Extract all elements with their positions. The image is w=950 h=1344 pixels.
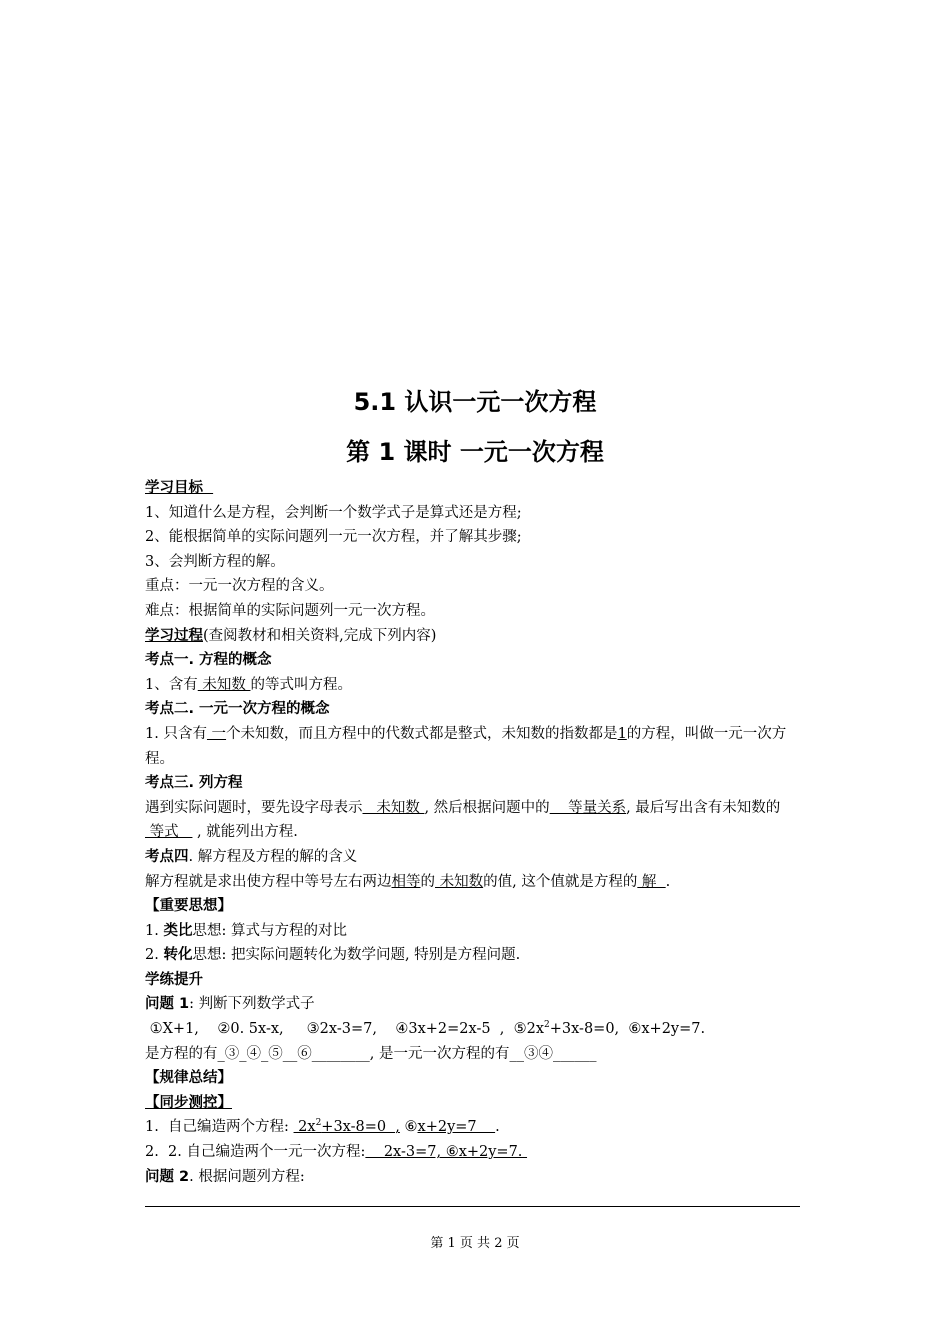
difficulty-point: 难点：根据简单的实际问题列一元一次方程。 — [145, 602, 435, 619]
point2-heading: 考点二. 一元一次方程的概念 — [145, 701, 330, 718]
sync1-post: . — [495, 1119, 500, 1136]
point4-post: . — [665, 873, 671, 890]
idea-item-1 — [145, 919, 805, 944]
point3-mid2: , 最后写出含有未知数的 — [626, 799, 781, 816]
point3-text — [145, 796, 805, 845]
q1-expr-sup: 2 — [544, 1020, 550, 1031]
idea1-bold: 类比 — [163, 922, 193, 939]
point2-blank2: 1 — [617, 725, 627, 742]
point3-blank2: 等量关系 — [549, 799, 627, 816]
lesson-subtitle: 第 1 课时 一元一次方程 — [346, 438, 604, 466]
practice-heading: 学练提升 — [145, 971, 203, 988]
sync1-pre: 1. 自己编造两个方程: — [145, 1119, 294, 1136]
summary-heading: 【规律总结】 — [145, 1070, 232, 1087]
idea1-post: 思想: 算式与方程的对比 — [192, 922, 347, 939]
point4-text — [145, 870, 805, 895]
idea1-pre: 1. — [145, 922, 164, 939]
question1-text: : 判断下列数学式子 — [189, 996, 315, 1013]
sync1-blank-sup: 2 — [315, 1118, 322, 1129]
process-heading: 学习过程 — [145, 627, 203, 644]
q1-ans-blank2: __③④______ — [509, 1045, 597, 1062]
point4-mid2: 的值, 这个值就是方程的 — [483, 873, 638, 890]
idea2-bold: 转化 — [163, 947, 193, 964]
point3-heading: 考点三. 列方程 — [145, 775, 243, 792]
question1-answer — [145, 1042, 805, 1067]
sync1-blank-a: 2x — [293, 1119, 316, 1136]
objective-item-3: 3、会判断方程的解。 — [145, 553, 285, 570]
point3-blank1: 未知数 — [362, 799, 425, 816]
question1-line — [145, 992, 805, 1017]
idea2-post: 思想: 把实际问题转化为数学问题, 特别是方程问题. — [192, 947, 521, 964]
process-note: (查阅教材和相关资料,完成下列内容) — [203, 627, 437, 644]
point1-post: 的等式叫方程。 — [250, 676, 352, 693]
q1-ans-pre: 是方程的有 — [145, 1045, 218, 1062]
page-footer: 第 1 页 共 2 页 — [430, 1236, 520, 1251]
point1-heading: 考点一. 方程的概念 — [145, 652, 272, 669]
ideas-heading: 【重要思想】 — [145, 898, 232, 915]
point4-mid: 的 — [420, 873, 435, 890]
q1-expr-b: +3x-8=0, ⑥x+2y=7. — [549, 1021, 706, 1038]
page-title: 5.1 认识一元一次方程 — [353, 388, 597, 416]
point1-blank: 未知数 — [197, 676, 251, 693]
point2-post: 的方程，叫做一元一次方程。 — [145, 725, 787, 767]
question2-text: . 根据问题列方程: — [189, 1168, 305, 1185]
objective-item-2: 2、能根据简单的实际问题列一元一次方程，并了解其步骤; — [145, 529, 522, 546]
sync1-blank-b: +3x-8=0 , — [321, 1119, 400, 1136]
point4-blank2: 未知数 — [435, 873, 484, 890]
point3-pre: 遇到实际问题时，要先设字母表示 — [145, 799, 363, 816]
objective-item-1: 1、知道什么是方程，会判断一个数学式子是算式还是方程; — [145, 504, 522, 521]
sync-item-1 — [145, 1115, 805, 1140]
point4-blank1: 相等 — [391, 873, 421, 890]
sync2-pre: 2. 2. 自己编造两个一元一次方程: — [145, 1144, 366, 1161]
sync2-blank: 2x-3=7, ⑥x+2y=7. — [365, 1144, 528, 1161]
point3-mid: , 然后根据问题中的 — [424, 799, 550, 816]
question1-heading: 问题 1 — [145, 996, 190, 1013]
q1-ans-blank1: _③_④_⑤__⑥________ — [217, 1045, 370, 1062]
point2-pre: 1. 只含有 — [145, 725, 207, 742]
q1-expr-a: ①X+1, ②0. 5x-x, ③2x-3=7, ④3x+2=2x-5 , ⑤2x — [145, 1021, 545, 1038]
q1-ans-mid: , 是一元一次方程的有 — [369, 1045, 510, 1062]
point4-heading-bold: 考点四 — [145, 848, 189, 865]
question2-heading: 问题 2 — [145, 1168, 190, 1185]
sync-heading: 【同步测控】 — [145, 1094, 232, 1111]
point4-blank3: 解 — [637, 873, 666, 890]
sync-item-2 — [145, 1140, 805, 1165]
point3-blank3: 等式 — [145, 824, 193, 841]
point1-text — [145, 673, 805, 698]
idea2-pre: 2. — [145, 947, 164, 964]
point1-pre: 1、含有 — [145, 676, 198, 693]
sync1-mid: ⑥ — [399, 1119, 418, 1136]
question1-expressions — [145, 1017, 805, 1042]
footer-divider — [145, 1206, 800, 1207]
sync1-blank2: x+2y=7 — [417, 1119, 496, 1136]
point2-mid: 个未知数，而且方程中的代数式都是整式，未知数的指数都是 — [226, 725, 618, 742]
point4-heading — [145, 845, 805, 870]
question2-line — [145, 1165, 805, 1190]
point4-heading-rest: . 解方程及方程的解的含义 — [188, 848, 358, 865]
process-line — [145, 624, 805, 649]
point4-pre: 解方程就是求出使方程中等号左右两边 — [145, 873, 392, 890]
point3-post: , 就能列出方程. — [192, 824, 298, 841]
lesson-content — [145, 476, 805, 1189]
key-point: 重点：一元一次方程的含义。 — [145, 578, 334, 595]
point2-text — [145, 722, 805, 771]
objectives-heading: 学习目标 — [145, 480, 214, 496]
idea-item-2 — [145, 943, 805, 968]
point2-blank1: 一 — [206, 725, 227, 742]
